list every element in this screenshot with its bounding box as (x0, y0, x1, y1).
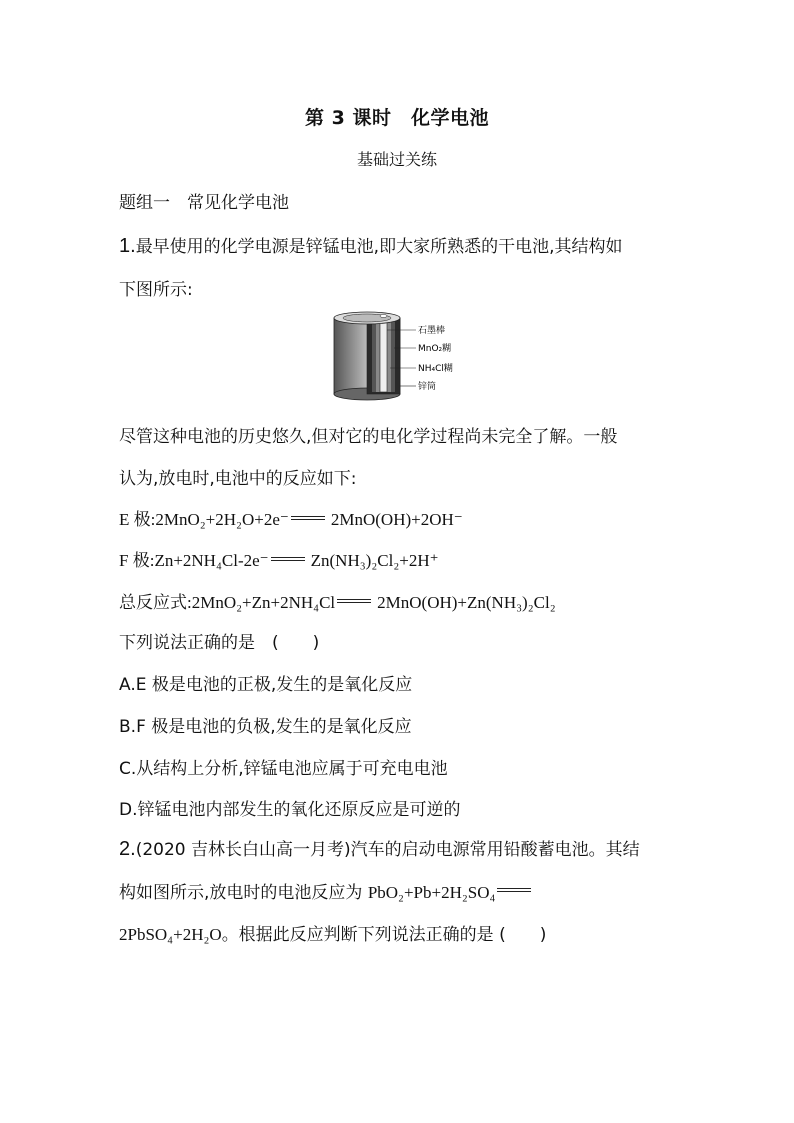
question-2-equation-lhs: PbO₂+Pb+2H₂SO₄ (367, 883, 496, 902)
equation-e-label: E 极: (119, 510, 156, 529)
question-1-paragraph-line1: 尽管这种电池的历史悠久,但对它的电化学过程尚未完全了解。一般 (119, 427, 618, 447)
figure-label-nh4cl-paste: NH₄Cl糊 (418, 364, 453, 374)
dry-cell-diagram (328, 308, 468, 402)
figure-label-mno2-paste: MnO₂糊 (418, 344, 452, 354)
figure-label-graphite-rod: 石墨棒 (418, 326, 446, 336)
question-1-text-line1: 最早使用的化学电源是锌锰电池,即大家所熟悉的干电池,其结构如 (135, 237, 623, 257)
group-heading: 题组一 常见化学电池 (119, 193, 289, 213)
question-1-paragraph-line2: 认为,放电时,电池中的反应如下: (119, 469, 357, 489)
equation-f-electrode (119, 546, 439, 571)
question-2-stem (119, 835, 640, 861)
section-subtitle: 基础过关练 (356, 150, 437, 169)
equation-e-electrode (119, 505, 463, 530)
graphite-rod-shape (380, 316, 387, 392)
equals-sign-icon (271, 555, 305, 563)
question-2-source: (2020 吉林长白山高一月考) (135, 840, 351, 860)
question-1-text-line2: 下图所示: (119, 280, 193, 300)
option-b[interactable]: B.F 极是电池的负极,发生的是氧化反应 (119, 717, 412, 737)
question-2-line2 (119, 878, 537, 903)
equals-sign-icon (337, 597, 371, 605)
equation-f-label: F 极: (119, 551, 155, 570)
equals-sign-icon (497, 886, 531, 894)
page-title: 第 3 课时 化学电池 (305, 107, 489, 129)
option-a[interactable]: A.E 极是电池的正极,发生的是氧化反应 (119, 675, 413, 695)
question-2-line3 (119, 920, 546, 945)
question-2-text-line2: 构如图所示,放电时的电池反应为 (119, 883, 368, 903)
question-1-stem (119, 232, 623, 258)
figure-label-zinc-can: 锌筒 (418, 382, 437, 392)
equation-e-rhs: 2MnO(OH)+2OH⁻ (330, 510, 463, 529)
question-2-text-line3: 。根据此反应判断下列说法正确的是 ( ) (221, 925, 547, 945)
equals-sign-icon (291, 514, 325, 522)
question-2-equation-rhs: 2PbSO₄+2H₂O (119, 925, 222, 944)
question-1-ask: 下列说法正确的是 ( ) (119, 633, 320, 653)
equation-total (119, 588, 556, 613)
equation-total-rhs: 2MnO(OH)+Zn(NH₃)₂Cl₂ (377, 593, 556, 612)
equation-f-lhs: Zn+2NH₄Cl-2e⁻ (154, 551, 269, 570)
option-c[interactable]: C.从结构上分析,锌锰电池应属于可充电电池 (119, 759, 448, 779)
equation-total-label: 总反应式: (119, 593, 192, 612)
equation-total-lhs: 2MnO₂+Zn+2NH₄Cl (191, 593, 336, 612)
option-d[interactable]: D.锌锰电池内部发生的氧化还原反应是可逆的 (119, 800, 461, 820)
equation-e-lhs: 2MnO₂+2H₂O+2e⁻ (155, 510, 289, 529)
question-1-number: 1. (119, 235, 136, 257)
equation-f-rhs: Zn(NH₃)₂Cl₂+2H⁺ (310, 551, 439, 570)
question-2-number: 2. (119, 838, 136, 860)
question-2-text-line1: 汽车的启动电源常用铅酸蓄电池。其结 (350, 840, 640, 860)
